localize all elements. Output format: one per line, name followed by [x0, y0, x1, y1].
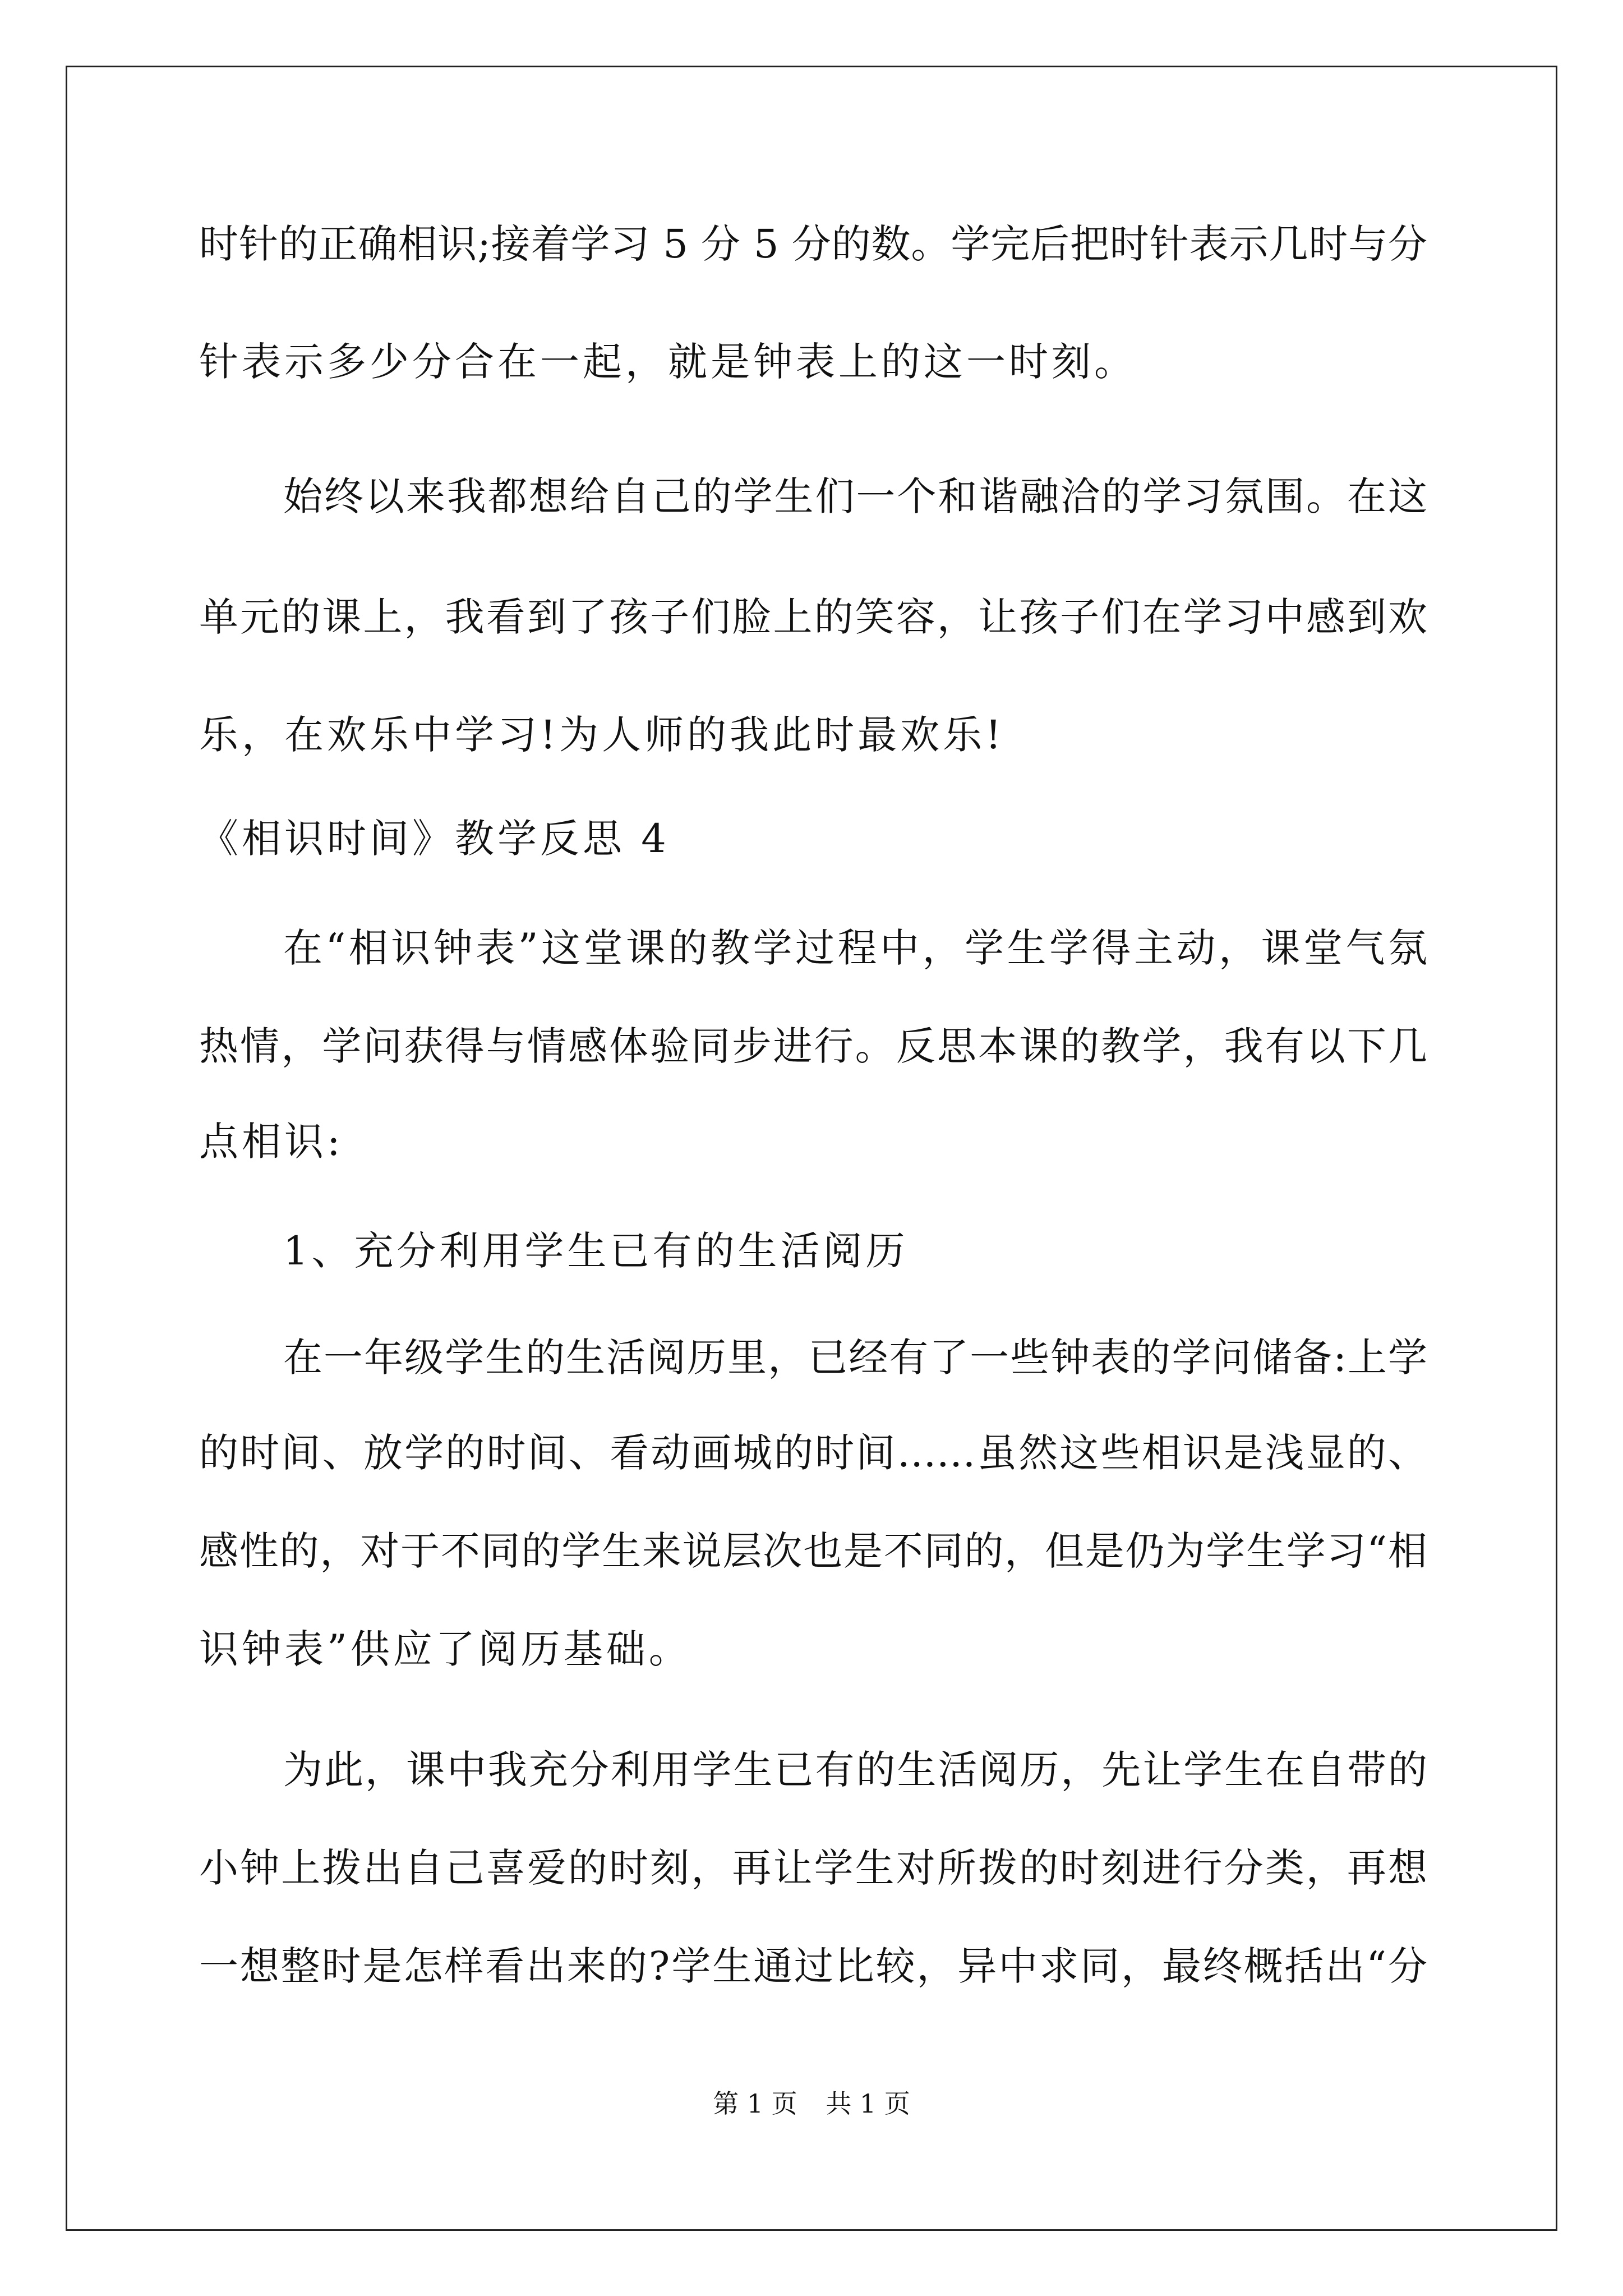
- text-line: 点相识:: [199, 1119, 344, 1165]
- text-line: 单元的课上，我看到了孩子们脸上的笑容，让孩子们在学习中感到欢: [199, 594, 1427, 640]
- text-line: 识钟表”供应了阅历基础。: [199, 1626, 691, 1672]
- text-line: 在“相识钟表”这堂课的教学过程中，学生学得主动，课堂气氛: [283, 925, 1427, 971]
- text-line: 热情，学问获得与情感体验同步进行。反思本课的教学，我有以下几: [199, 1023, 1427, 1069]
- text-line: 在一年级学生的生活阅历里，已经有了一些钟表的学问储备:上学: [283, 1335, 1427, 1381]
- text-line: 感性的，对于不同的学生来说层次也是不同的，但是仍为学生学习“相: [199, 1528, 1427, 1574]
- text-line: 一想整时是怎样看出来的?学生通过比较，异中求同，最终概括出“分: [199, 1943, 1427, 1989]
- text-line: 为此，课中我充分利用学生已有的生活阅历，先让学生在自带的: [283, 1747, 1427, 1793]
- page-footer: [0, 2087, 1623, 2120]
- text-line: 小钟上拨出自己喜爱的时刻，再让学生对所拨的时刻进行分类，再想: [199, 1845, 1427, 1891]
- text-line: 始终以来我都想给自己的学生们一个和谐融洽的学习氛围。在这: [283, 473, 1427, 519]
- page-number: 第 1 页: [713, 2088, 797, 2119]
- text-line: 的时间、放学的时间、看动画城的时间……虽然这些相识是浅显的、: [199, 1430, 1427, 1476]
- section-heading: 《相识时间》教学反思 4: [199, 816, 670, 862]
- text-line: 针表示多少分合在一起，就是钟表上的这一时刻。: [199, 339, 1137, 385]
- list-heading: 1、充分利用学生已有的生活阅历: [283, 1228, 909, 1274]
- text-line: 时针的正确相识;接着学习 5 分 5 分的数。学完后把时针表示几时与分: [199, 221, 1427, 267]
- text-line: 乐，在欢乐中学习!为人师的我此时最欢乐!: [199, 712, 1005, 758]
- page-total: 共 1 页: [826, 2088, 910, 2119]
